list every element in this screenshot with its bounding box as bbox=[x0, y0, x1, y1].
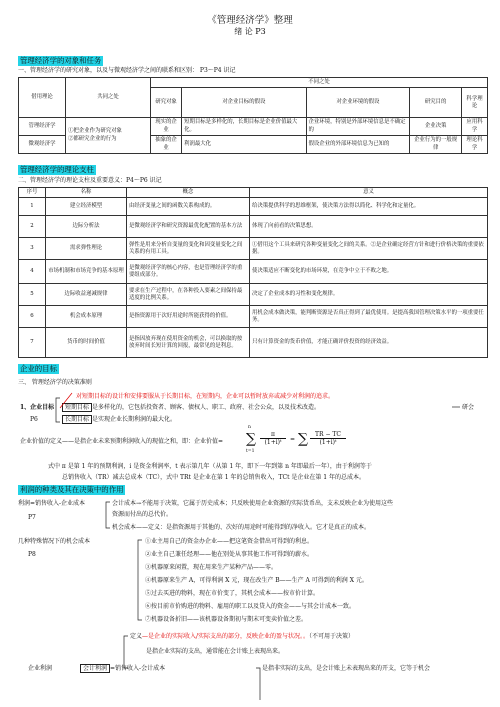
special-item: ⑤过去买进的物料，现在市价变了，其机会成本——按市价计算。 bbox=[145, 590, 320, 597]
cell-no: 3 bbox=[19, 238, 46, 260]
cell-meaning: 使决策适应不断变化的市场环境，在竞争中立于不败之地。 bbox=[250, 260, 488, 284]
table-cell: 应用科学 bbox=[462, 118, 488, 136]
table-cell: 利润最大化 bbox=[182, 136, 306, 154]
th-sub: 对企业目标的假设 bbox=[182, 88, 306, 118]
section-heading-pillars: 管理经济学的理论支柱 bbox=[20, 165, 94, 174]
cell-meaning: ①借用这个工具来研究各种变量变化之间的关系。②是企业确定经营方针和进行价格决策的重要依据。 bbox=[250, 238, 488, 260]
th-no: 序号 bbox=[19, 188, 46, 198]
section-heading-profit: 利润的种类及其在决策中的作用 bbox=[20, 485, 124, 494]
bottom-box: 会计利润 bbox=[80, 664, 110, 673]
def-tail: （不可用于决策） bbox=[309, 633, 355, 640]
def-brace bbox=[124, 636, 128, 668]
cell-concept: 弹性是用来分析自变量的变化和因变量变化之间关系的有用工具。 bbox=[127, 238, 250, 260]
formula-den: (1+i)ᵗ bbox=[319, 439, 337, 446]
goal-short-text: 是多样化的，它包括投资者、顾客、债权人、职工、政府、社会公众，以及技术改造。 bbox=[92, 404, 321, 411]
document-title: 《管理经济学》整理 bbox=[207, 15, 293, 26]
cell-no: 1 bbox=[19, 198, 46, 216]
table-cell: 企业环境，特别是外部环境信息是不确定的 bbox=[306, 118, 410, 136]
th-sub: 研究目的 bbox=[410, 88, 462, 118]
cell-name: 机会成本原理 bbox=[46, 306, 127, 328]
cell-meaning: 体现了向前看的决策思想。 bbox=[250, 216, 488, 238]
formula-num: TR − TC bbox=[310, 431, 346, 439]
cell-no: 4 bbox=[19, 260, 46, 284]
acc-brace bbox=[106, 502, 110, 528]
goal-brace bbox=[56, 398, 60, 422]
formula-top: n bbox=[248, 425, 251, 430]
cell-concept: 是微观经济学的核心内容，也是管理经济学的重要组成部分。 bbox=[127, 260, 250, 284]
table-cell: 企业决策 bbox=[410, 118, 462, 136]
table-cell: 现实的企业 bbox=[151, 118, 182, 136]
formula-num: π bbox=[260, 431, 286, 439]
acc-item: 机会成本——定义：是指资源用于其他的、次好的用途时可能得到的净收入。它才是真正的成本。 bbox=[112, 524, 371, 531]
cell-no: 7 bbox=[19, 328, 46, 358]
cell-name: 需求弹性理论 bbox=[46, 238, 127, 260]
table-cell: 理论科学 bbox=[462, 136, 488, 154]
section-line-2: 二、管理经济学的理论支柱及重要意义：P4～P6 识记 bbox=[18, 177, 162, 184]
cell-name: 建立经济模型 bbox=[46, 198, 127, 216]
section-heading-objects: 管理经济学的对象和任务 bbox=[20, 56, 102, 65]
acc-profit-label: 利润=销售收入-企业成本 bbox=[18, 500, 86, 507]
goal-long-box: 长期目标 bbox=[62, 415, 92, 424]
goal-side-note: 研会 bbox=[462, 404, 475, 411]
page-ref-p7: P7 bbox=[28, 514, 36, 521]
th-borrow: 借用理论 bbox=[19, 78, 66, 118]
formula-sum: ∑ bbox=[298, 431, 308, 447]
document-subtitle: 绪 论 P3 bbox=[234, 27, 266, 36]
formula-eq: = bbox=[290, 436, 296, 443]
common-cell: ①把企业作为研究对象 ②都研究企业的行为 bbox=[66, 118, 151, 154]
red-arrow bbox=[60, 393, 72, 408]
red-note-top: 对短期目标的设计和安排要服从于长期目标，在短期内，企业可以暂时放弃或减少对利润的追求。 bbox=[76, 393, 335, 400]
section-line-1: 一、管理经济学的研究对象，以及与微观经济学之间的联系和区别： P3～P4 识记 bbox=[18, 67, 236, 74]
special-brace bbox=[138, 540, 142, 620]
th-common: 共同之处 bbox=[66, 78, 151, 118]
goal-label: 1、企业目标 bbox=[20, 404, 55, 411]
cell-concept: 是指资源用于次好用途时所能获得的价值。 bbox=[127, 306, 250, 328]
cell-meaning: 用机会成本做决策，能判断资源是否真正得到了最优使用。是提高我国管理决策水平的一项重要任务。 bbox=[250, 306, 488, 328]
row-name: 微观经济学 bbox=[19, 136, 66, 154]
bottom-left: 企业利润 bbox=[28, 665, 53, 672]
table-cell: 假设企业的外部环境信息为已知的 bbox=[306, 136, 410, 154]
special-item: ⑥按目前市价购进的物料、雇用的职工以及贷入的资金——与其会计成本一致。 bbox=[145, 603, 356, 610]
cell-concept: 是指因放弃现在使用资金的机会，可以换取的按放弃时间长短计算的回报，最常见的是利息。 bbox=[127, 328, 250, 358]
cell-concept: 要求在生产过程中，在各种投入要素之间保持最适度的比例关系。 bbox=[127, 284, 250, 306]
formula-note-2: 总销售收入（TR）减去总成本（TC），式中 TRt 是企业在第 1 年的总销售收入，TCt 是企业在第 1 年的总成本。 bbox=[62, 474, 366, 481]
cell-name: 市场机制和市场竞争的基本原理 bbox=[46, 260, 127, 284]
cell-concept: 是微观经济学和研究资源最优化配置的基本方法 bbox=[127, 216, 250, 238]
formula-note-1: 式中 π 是第 1 年的预期利润，i 是资金利润率，t 表示第几年（从第 1 年，即下一年到第 n 年即最后一年），由于利润等于 bbox=[48, 463, 372, 470]
th-meaning: 意义 bbox=[250, 188, 488, 198]
cell-meaning: 只有计算资金的货币价值，才能正确评价投资的经济效益。 bbox=[250, 328, 488, 358]
table-cell: 短期目标是多样化的，长期目标是企业价值最大化。 bbox=[182, 118, 306, 136]
cell-no: 5 bbox=[19, 284, 46, 306]
cell-no: 6 bbox=[19, 306, 46, 328]
special-item: ③机器原来闲置，现在用来生产某种产品——零。 bbox=[145, 564, 278, 571]
acc-item: 资源而付出的总代价。 bbox=[112, 511, 173, 518]
page-ref-p8: P8 bbox=[28, 551, 36, 558]
th-concept: 概念 bbox=[127, 188, 250, 198]
cell-no: 2 bbox=[19, 216, 46, 238]
goal-long-text: 是实现企业长期利润的最大化。 bbox=[92, 416, 177, 423]
cell-name: 边际收益递减规律 bbox=[46, 284, 127, 306]
th-sub: 科学理论 bbox=[462, 88, 488, 118]
def-label: 定义 bbox=[130, 633, 143, 640]
table-cell: 企业行为的一般规律 bbox=[410, 136, 462, 154]
cell-concept: 由经济变量之间的函数关系构成的。 bbox=[127, 198, 250, 216]
cell-name: 货币的时间价值 bbox=[46, 328, 127, 358]
special-item: ⑦机器设备折旧——该机器设备期初与期末可变卖价值之差。 bbox=[145, 616, 308, 623]
page-ref-p6: P6 bbox=[30, 416, 38, 423]
cell-meaning: 决定了企业成本的习性和变化规律。 bbox=[250, 284, 488, 306]
value-definition: 企业价值的定义——是指企业未来预期利润收入的现值之和，即：企业价值= bbox=[20, 438, 224, 445]
section-heading-goals: 企业的目标 bbox=[20, 364, 57, 373]
goal-short-box: 短期目标 bbox=[62, 403, 92, 412]
th-diff: 不同之处 bbox=[151, 78, 488, 88]
row-name: 管理经济学 bbox=[19, 118, 66, 136]
def-line-2: 是指企业实际的支出，通常能在会计账上表现出来。 bbox=[146, 648, 285, 655]
bottom-mid: =销售收入-会计成本 bbox=[110, 665, 166, 672]
acc-item: 会计成本→不能用于决策，它属于历史成本；只反映使用企业资源的实际货币出，支未反映企业为使用这些 bbox=[112, 500, 394, 507]
def-red: —是企业的实际收入/实际支出的部分，反映企业的盈与状况。。 bbox=[142, 633, 310, 640]
th-sub: 研究对象 bbox=[151, 88, 182, 118]
table-cell: 抽象的企业 bbox=[151, 136, 182, 154]
th-sub: 对企业环境的假设 bbox=[306, 88, 410, 118]
th-name: 名称 bbox=[46, 188, 127, 198]
section-line-3: 三、 管理经济学的决策准则 bbox=[18, 379, 92, 386]
special-item: ①业主用自己的资金办企业——把这笔资金借出可得到的利息。 bbox=[145, 538, 314, 545]
formula-sum: ∑ bbox=[246, 431, 256, 447]
formula-bot: t=1 bbox=[246, 449, 255, 454]
special-item: ④机器原来生产 A，可得利润 X 元，现在改生产 B——生产 A 可得到的利润 X 元。 bbox=[145, 577, 368, 584]
special-label: 几种特殊情况下的机会成本 bbox=[18, 538, 91, 545]
cell-name: 边际分析法 bbox=[46, 216, 127, 238]
bottom-right: 是指非实际的支出，是会计账上未表现出来的开支，它等于机会 bbox=[262, 665, 431, 672]
cell-meaning: 给决策提供科学的思维框架，使决策方法得以简化、科学化和定量化。 bbox=[250, 198, 488, 216]
formula-den: (1+i)ᵗ bbox=[264, 439, 282, 446]
special-item: ②业主自己兼任经理——他在别处从事其他工作可得到的薪水。 bbox=[145, 551, 314, 558]
right-brace bbox=[256, 668, 260, 700]
